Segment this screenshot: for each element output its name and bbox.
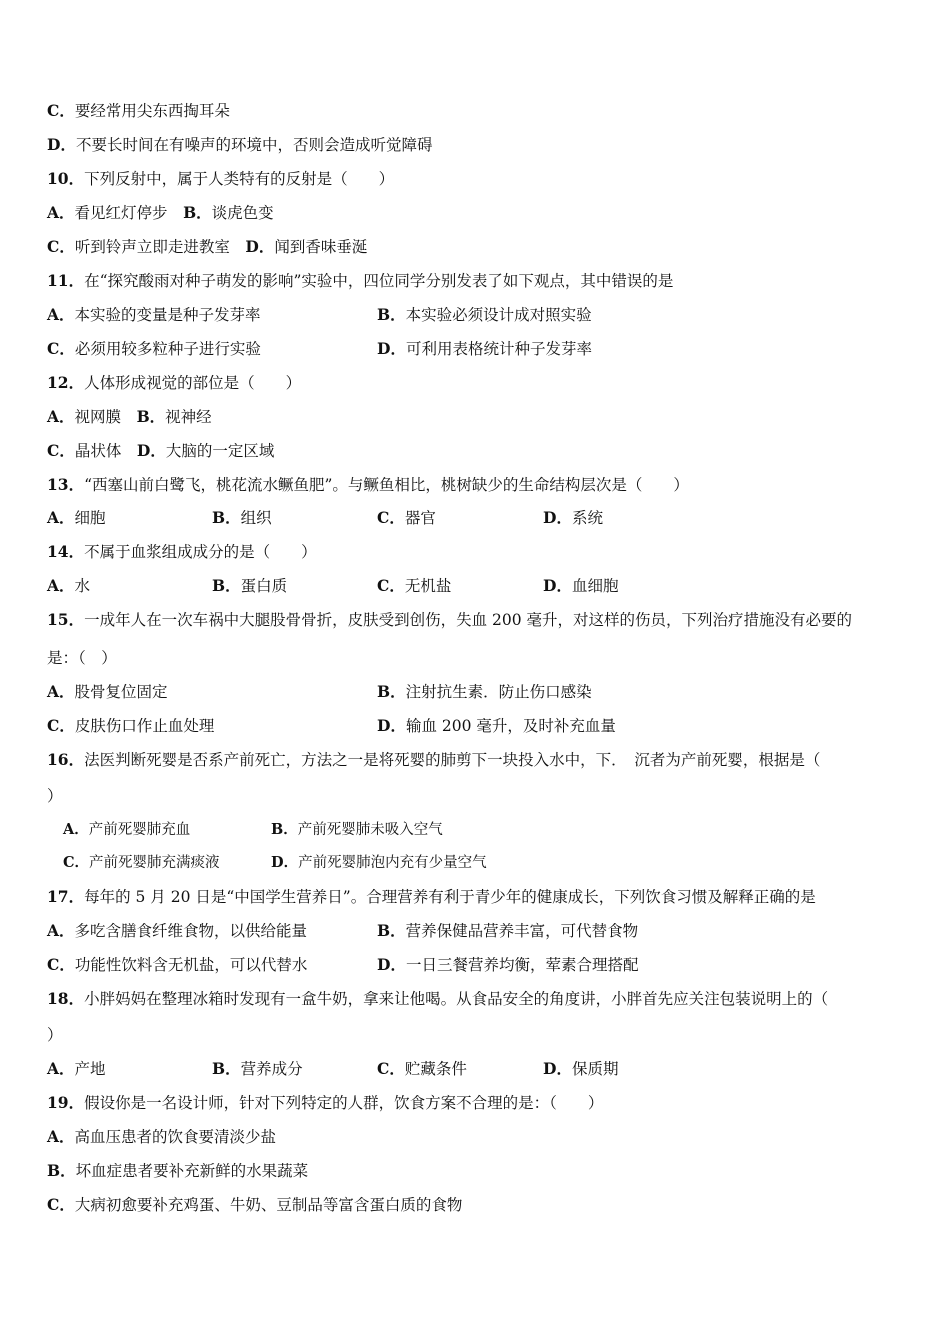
q18-option-a: A．产地 [47,1059,106,1078]
q11-option-d: D．可利用表格统计种子发芽率 [377,339,592,358]
q12-options-ab: A．视网膜 B．视神经 [47,407,212,426]
q17-option-d: D．一日三餐营养均衡，荤素合理搭配 [377,955,639,974]
q16-option-b: B．产前死婴肺未吸入空气 [271,821,443,838]
q18-option-c: C．贮藏条件 [377,1059,467,1078]
q15-option-a: A．股骨复位固定 [47,682,168,701]
q9-option-c: C．要经常用尖东西掏耳朵 [47,101,230,120]
q11-option-a: A．本实验的变量是种子发芽率 [47,305,261,324]
q13-option-d: D．系统 [543,508,603,527]
q10-options-cd: C．听到铃声立即走进教室 D．闻到香味垂涎 [47,237,368,256]
q16-option-c: C．产前死婴肺充满痰液 [63,854,220,871]
q18-stem-line1: 18．小胖妈妈在整理冰箱时发现有一盒牛奶，拿来让他喝。从食品安全的角度讲，小胖首先应关注包装说明上的（ [47,989,829,1008]
q14-option-b: B．蛋白质 [212,576,288,595]
q14-option-c: C．无机盐 [377,576,452,595]
q14-option-a: A．水 [47,576,91,595]
q13-option-c: C．器官 [377,508,436,527]
q19-stem: 19．假设你是一名设计师，针对下列特定的人群，饮食方案不合理的是：（ ） [47,1093,604,1112]
q13-stem: 13．“西塞山前白鹭飞，桃花流水鳜鱼肥”。与鳜鱼相比，桃树缺少的生命结构层次是（ ） [47,475,689,494]
q17-option-a: A．多吃含膳食纤维食物，以供给能量 [47,921,308,940]
q15-stem-line1: 15．一成年人在一次车祸中大腿股骨骨折，皮肤受到创伤，失血 200 毫升，对这样的伤员，下列治疗措施没有必要的 [47,610,853,629]
q11-option-b: B．本实验必须设计成对照实验 [377,305,592,324]
q15-stem-line2: 是：（ ） [47,649,117,667]
q11-stem: 11．在“探究酸雨对种子萌发的影响”实验中，四位同学分别发表了如下观点，其中错误的是 [47,271,674,290]
q11-option-c: C．必须用较多粒种子进行实验 [47,339,261,358]
q15-option-c: C．皮肤伤口作止血处理 [47,716,215,735]
q16-option-a: A．产前死婴肺充血 [63,821,191,838]
q18-option-d: D．保质期 [543,1059,619,1078]
q19-option-a: A．高血压患者的饮食要清淡少盐 [47,1127,277,1146]
q16-stem-line1: 16．法医判断死婴是否系产前死亡，方法之一是将死婴的肺剪下一块投入水中，下． 沉者为产前死婴，根据是（ [47,750,821,769]
q17-option-c: C．功能性饮料含无机盐，可以代替水 [47,955,308,974]
q15-option-d: D．输血 200 毫升，及时补充血量 [377,716,616,735]
q17-option-b: B．营养保健品营养丰富，可代替食物 [377,921,639,940]
q13-option-a: A．细胞 [47,508,106,527]
q14-option-d: D．血细胞 [543,576,619,595]
q18-option-b: B．营养成分 [212,1059,303,1078]
q10-stem: 10．下列反射中，属于人类特有的反射是（ ） [47,169,395,188]
q9-option-d: D．不要长时间在有噪声的环境中，否则会造成听觉障碍 [47,135,433,154]
q12-options-cd: C．晶状体 D．大脑的一定区域 [47,441,275,460]
q19-option-c: C．大病初愈要补充鸡蛋、牛奶、豆制品等富含蛋白质的食物 [47,1195,463,1214]
q18-stem-line2: ） [47,1026,63,1044]
q13-option-b: B．组织 [212,508,272,527]
q12-stem: 12．人体形成视觉的部位是（ ） [47,373,302,392]
q16-option-d: D．产前死婴肺泡内充有少量空气 [271,854,487,871]
q14-stem: 14．不属于血浆组成成分的是（ ） [47,542,317,561]
q17-stem: 17．每年的 5 月 20 日是“中国学生营养日”。合理营养有利于青少年的健康成长，下列饮食习惯及解释正确的是 [47,887,816,906]
q15-option-b: B．注射抗生素．防止伤口感染 [377,682,592,701]
q10-options-ab: A．看见红灯停步 B．谈虎色变 [47,203,274,222]
q16-stem-line2: ） [47,787,63,805]
q19-option-b: B．坏血症患者要补充新鲜的水果蔬菜 [47,1161,309,1180]
